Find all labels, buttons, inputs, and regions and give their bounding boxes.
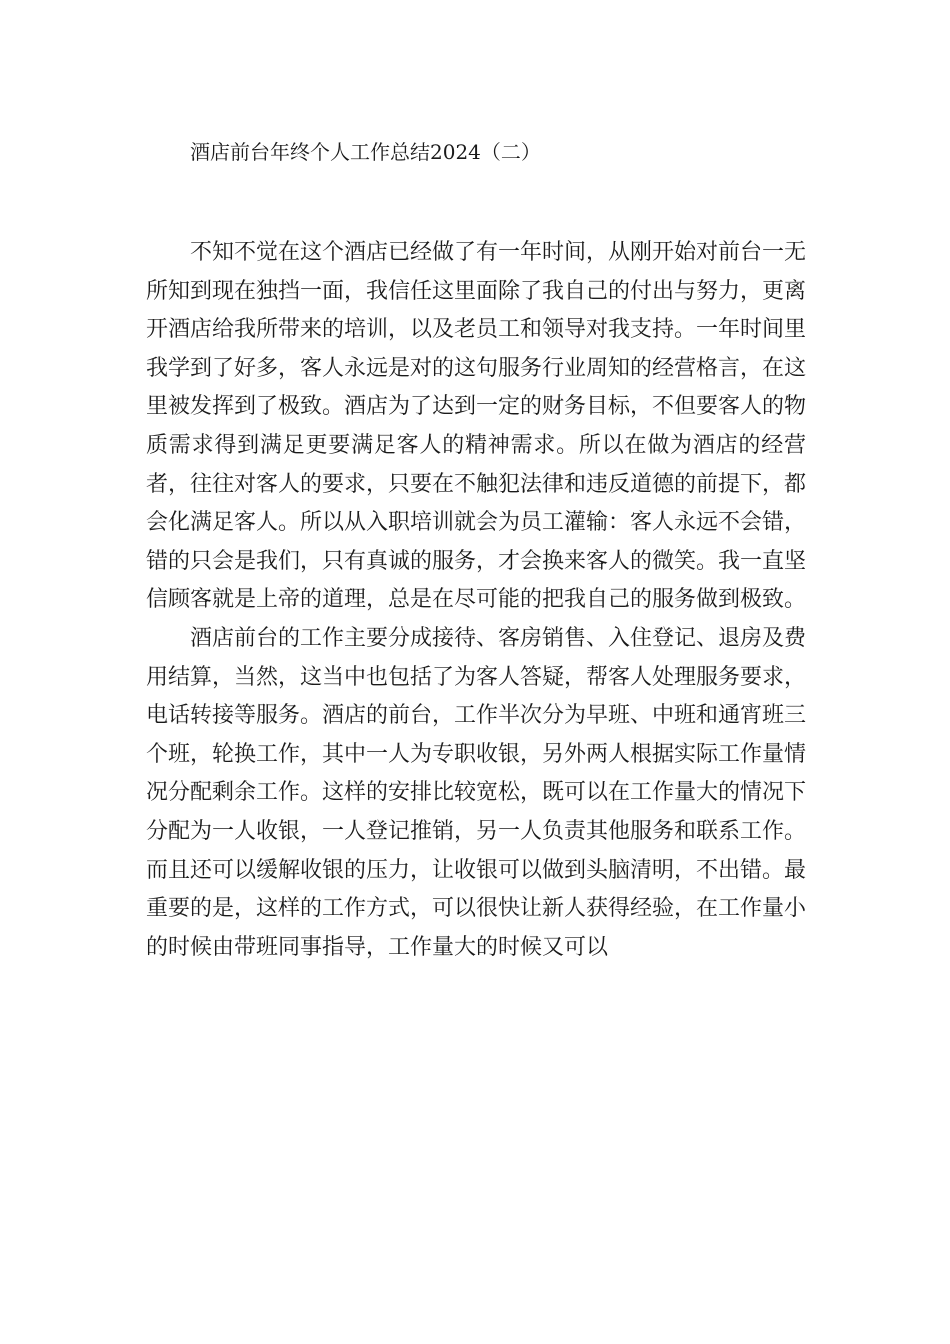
paragraph-1: 不知不觉在这个酒店已经做了有一年时间，从刚开始对前台一无所知到现在独挡一面，我信任这里面除了我自己的付出与努力，更离开酒店给我所带来的培训，以及老员工和领导对我支持。一年时间里我学到了好多，客人永远是对的这句服务行业周知的经营格言，在这里被发挥到了极致。酒店为了达到一定的财务目标，不但要客人的物质需求得到满足更要满足客人的精神需求。所以在做为酒店的经营者，往往对客人的要求，只要在不触犯法律和违反道德的前提下，都会化满足客人。所以从入职培训就会为员工灌输：客人永远不会错，错的只会是我们，只有真诚的服务，才会换来客人的微笑。我一直坚信顾客就是上帝的道理，总是在尽可能的把我自己的服务做到极致。 bbox=[146, 240, 807, 613]
document-body bbox=[146, 234, 806, 967]
document-title: 酒店前台年终个人工作总结2024（二） bbox=[190, 140, 541, 164]
paragraph-2: 酒店前台的工作主要分成接待、客房销售、入住登记、退房及费用结算，当然，这当中也包括了为客人答疑，帮客人处理服务要求，电话转接等服务。酒店的前台，工作半次分为早班、中班和通宵班三个班，轮换工作，其中一人为专职收银，另外两人根据实际工作量情况分配剩余工作。这样的安排比较宽松，既可以在工作量大的情况下分配为一人收银，一人登记推销，另一人负责其他服务和联系工作。而且还可以缓解收银的压力，让收银可以做到头脑清明，不出错。最重要的是，这样的工作方式，可以很快让新人获得经验，在工作量小的时候由带班同事指导，工作量大的时候又可以 bbox=[146, 625, 807, 960]
